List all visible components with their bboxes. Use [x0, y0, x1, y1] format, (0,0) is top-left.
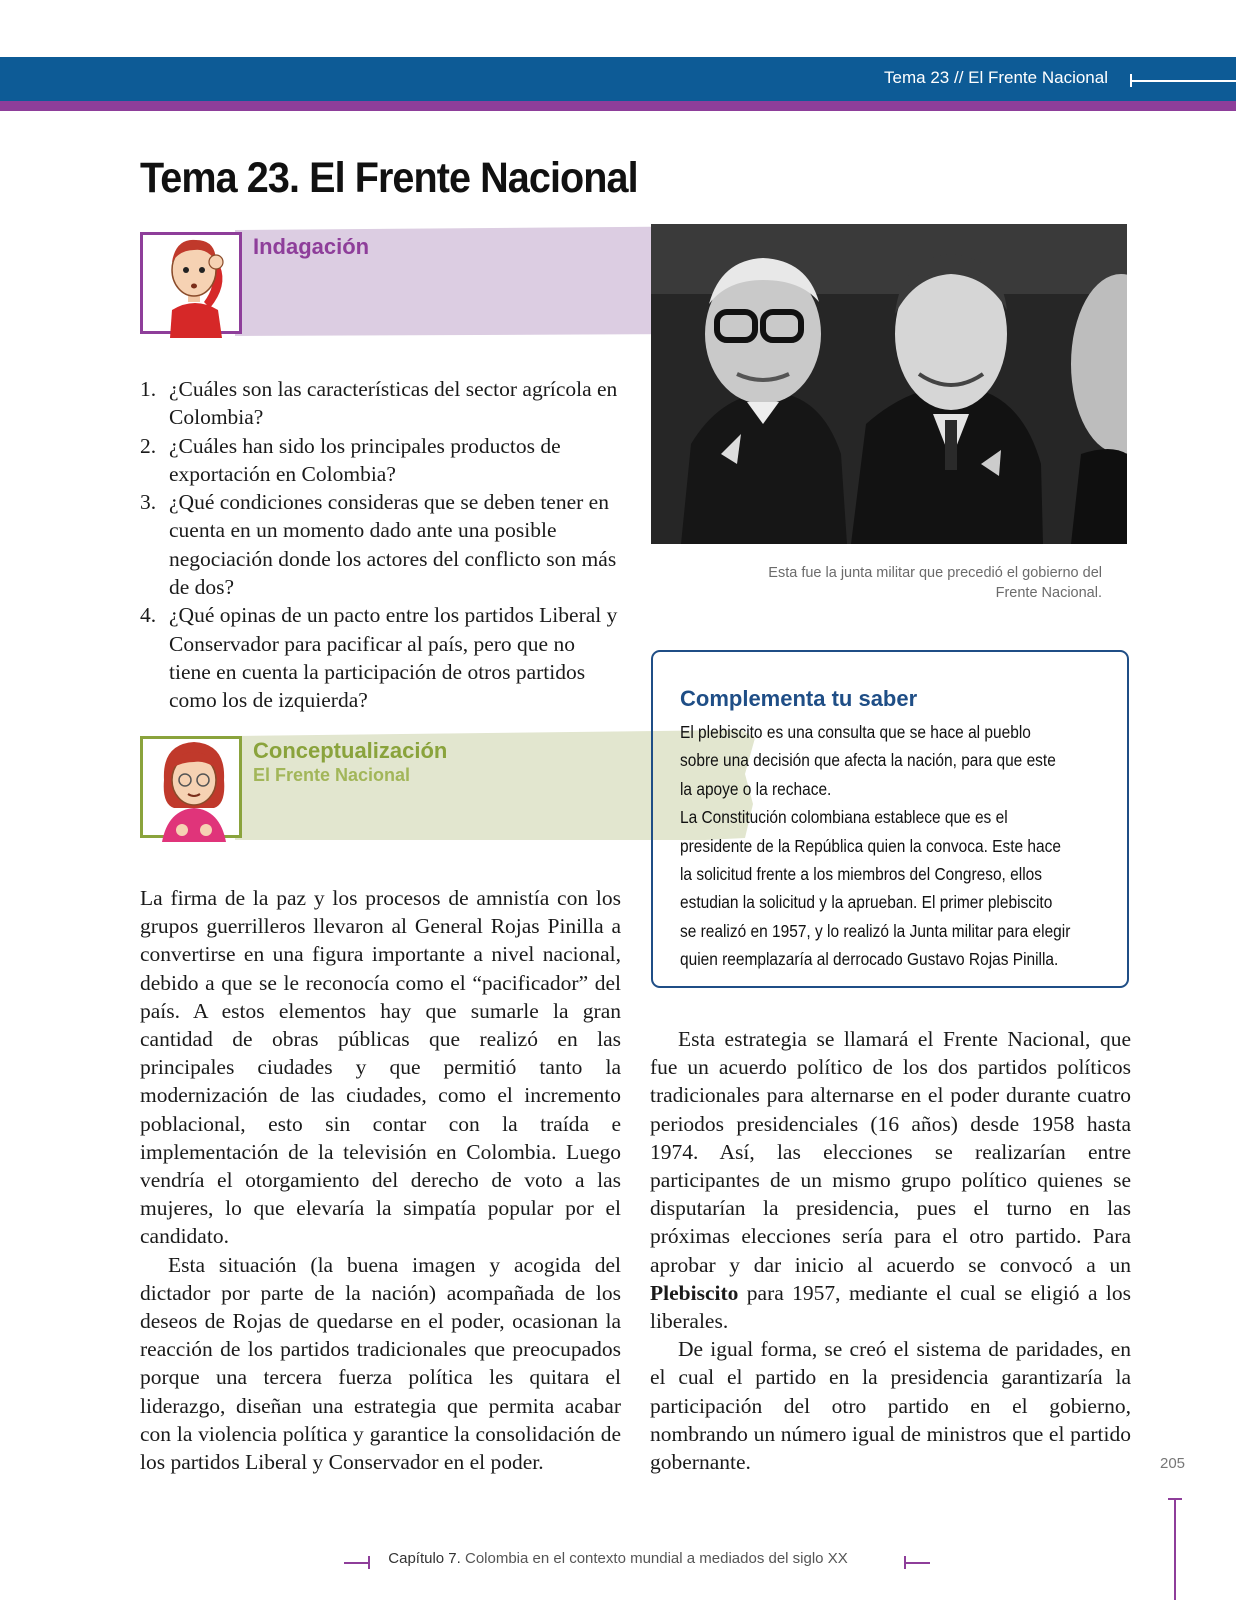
question-list	[140, 375, 618, 715]
list-item	[140, 601, 618, 714]
paragraph-text: Esta estrategia se llamará el Frente Nacional, que fue un acuerdo político de los dos partidos políticos tradicionales para alternarse en el poder durante cuatro periodos presidenciales (16 años) desde 1958 hasta 1974. Así, las elecciones se realizarían entre participantes de un mismo grupo político quienes se disputarían la presidencia, pues el turno en las próximas elecciones sería para el otro partido. Para aprobar y dar inicio al acuerdo se convocó a un	[650, 1027, 1131, 1277]
list-item	[140, 488, 618, 601]
conceptualizacion-label: Conceptualización	[253, 738, 448, 763]
question-number: 4.	[140, 603, 157, 628]
right-column-text	[650, 1025, 1131, 1476]
paragraph: La firma de la paz y los procesos de amnistía con los grupos guerrilleros llevaron al General Rojas Pinilla a convertirse en una figura importante a nivel nacional, debido a que se le reconocía como el “pacificador” del país. A estos elementos hay que sumarle la gran cantidad de obras públicas que realizó en las principales ciudades y que permitió tanto la modernización de las ciudades, como el incremento poblacional, esto sin contar con la traída e implementación de la televisión en Colombia. Luego vendría el otorgamiento del derecho de voto a las mujeres, lo que elevaría la simpatía popular por el candidato.	[140, 886, 621, 1249]
box-line: se realizó en 1957, y lo realizó la Junta militar para elegir	[680, 920, 1071, 941]
paragraph-text: para 1957, mediante el cual se eligió a los liberales.	[650, 1280, 1131, 1334]
page-title: Tema 23. El Frente Nacional	[140, 154, 638, 202]
indagacion-banner	[140, 226, 620, 342]
question-number: 3.	[140, 490, 157, 515]
question-text: ¿Cuáles son las características del sector agrícola en Colombia?	[169, 377, 618, 430]
question-number: 1.	[140, 377, 157, 401]
caption-line: Esta fue la junta militar que precedió el gobierno del	[768, 565, 1102, 581]
caption-line: Frente Nacional.	[995, 585, 1102, 601]
complementa-body	[680, 718, 1076, 974]
side-ornament-line	[1174, 1498, 1176, 1600]
left-column-text	[140, 884, 621, 1476]
complementa-title: Complementa tu saber	[680, 686, 918, 711]
footer-line-right	[904, 1562, 930, 1564]
chapter-title: Colombia en el contexto mundial a mediados del siglo XX	[464, 1550, 848, 1567]
plebiscito-term: Plebiscito	[650, 1280, 739, 1305]
box-line: presidente de la República quien la convoca. Este hace	[680, 835, 1061, 856]
box-line: quien reemplazaría al derrocado Gustavo Rojas Pinilla.	[680, 949, 1059, 970]
thinking-boy-icon	[150, 226, 240, 338]
box-line: sobre una decisión que afecta la nación, para que este	[680, 750, 1056, 771]
box-line: la solicitud frente a los miembros del Congreso, ellos	[680, 864, 1042, 885]
header-accent-stripe	[0, 101, 1236, 111]
box-line: El plebiscito es una consulta que se hace al pueblo	[680, 722, 1031, 742]
photo-caption	[650, 563, 1102, 603]
girl-character-icon	[148, 734, 240, 842]
box-line: La Constitución colombiana establece que es el	[680, 807, 1008, 828]
list-item	[140, 432, 618, 489]
photo-image	[651, 224, 1127, 544]
question-text: ¿Cuáles han sido los principales productos de exportación en Colombia?	[169, 433, 561, 486]
page-number: 205	[1160, 1455, 1186, 1472]
question-text: ¿Qué opinas de un pacto entre los partidos Liberal y Conservador para pacificar al país, pero que no tiene en cuenta la participación de otros partidos como los de izquierda?	[169, 603, 618, 713]
header-line	[1132, 80, 1236, 82]
indagacion-label: Indagación	[253, 234, 370, 259]
paragraph: De igual forma, se creó el sistema de paridades, en el cual el partido en la presidencia garantizaría la participación del otro partido en el gobierno, nombrando un número igual de ministros que el partido gobernante.	[650, 1337, 1131, 1475]
paragraph	[650, 1025, 1131, 1335]
complementa-box	[651, 650, 1129, 988]
list-item	[140, 375, 618, 432]
box-line: la apoye o la rechace.	[680, 778, 832, 799]
historical-photo	[651, 224, 1127, 544]
question-number: 2.	[140, 433, 157, 458]
conceptualizacion-subtitle: El Frente Nacional	[253, 765, 411, 785]
chapter-label: Capítulo 7.	[388, 1550, 461, 1567]
conceptualizacion-banner	[140, 730, 620, 846]
chapter-footer	[0, 1550, 1236, 1567]
question-text: ¿Qué condiciones consideras que se deben tener en cuenta en un momento dado ante una posible negociación donde los actores del conflicto son más de dos?	[169, 490, 617, 600]
box-line: estudian la solicitud y la aprueban. El primer plebiscito	[680, 892, 1053, 913]
running-title: Tema 23 // El Frente Nacional	[884, 68, 1108, 87]
paragraph: Esta situación (la buena imagen y acogida del dictador por parte de la nación) acompañada de los deseos de Rojas de quedarse en el poder, ocasionan la reacción de los partidos tradicionales que preocupados porque una tercera fuerza política les quitara el liderazgo, diseñan una estrategia que permita acabar con la violencia política y garantice la consolidación de los partidos Liberal y Conservador en el poder.	[140, 1252, 621, 1475]
